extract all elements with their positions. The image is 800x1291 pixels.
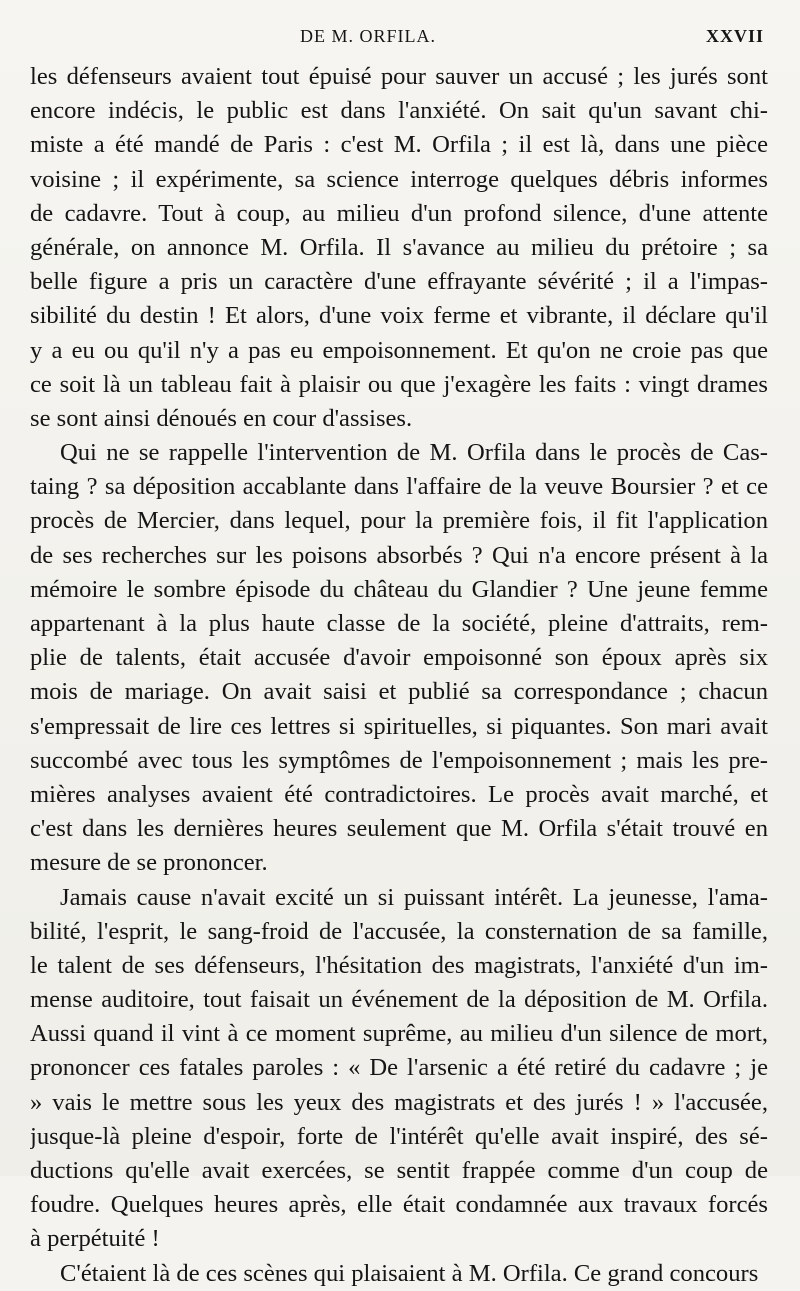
text-line: de ses recherches sur les poisons absorbés ? Qui n'a encore présent à la bbox=[30, 541, 768, 569]
text-line: appartenant à la plus haute classe de la société, pleine d'attraits, rem- bbox=[30, 610, 768, 637]
paragraph bbox=[30, 881, 768, 1257]
text-line: » vais le mettre sous les yeux des magistrats et des jurés ! » l'accusée, bbox=[30, 1088, 768, 1116]
text-line: se sont ainsi dénoués en cour d'assises. bbox=[30, 404, 413, 432]
text-line: prononcer ces fatales paroles : « De l'arsenic a été retiré du cadavre ; je bbox=[30, 1054, 768, 1082]
paragraph bbox=[30, 436, 768, 880]
text-line: mense auditoire, tout faisait un événement de la déposition de M. Orfila. bbox=[30, 986, 768, 1014]
page-number: XXVII bbox=[705, 26, 764, 46]
text-line: mémoire le sombre épisode du château du Glandier ? Une jeune femme bbox=[30, 575, 768, 603]
text-line: taing ? sa déposition accablante dans l'affaire de la veuve Boursier ? et ce bbox=[30, 473, 768, 501]
text-line: de cadavre. Tout à coup, au milieu d'un profond silence, d'une attente bbox=[30, 199, 768, 227]
page-header bbox=[0, 22, 800, 52]
text-line: procès de Mercier, dans lequel, pour la première fois, il fit l'application bbox=[30, 507, 768, 535]
text-line: Aussi quand il vint à ce moment suprême, au milieu d'un silence de mort, bbox=[30, 1020, 768, 1048]
text-line: encore indécis, le public est dans l'anxiété. On sait qu'un savant chi- bbox=[30, 97, 768, 125]
text-line: y a eu ou qu'il n'y a pas eu empoisonnement. Et qu'on ne croie pas que bbox=[30, 336, 768, 364]
text-line: sibilité du destin ! Et alors, d'une voix ferme et vibrante, il déclare qu'il bbox=[30, 302, 768, 330]
text-line: à perpétuité ! bbox=[30, 1225, 160, 1253]
text-line: les défenseurs avaient tout épuisé pour sauver un accusé ; les jurés sont bbox=[30, 63, 768, 90]
body-text bbox=[30, 60, 768, 1291]
paragraph bbox=[30, 60, 768, 436]
text-line: mesure de se prononcer. bbox=[30, 849, 268, 877]
text-line: voisine ; il expérimente, sa science interroge quelques débris informes bbox=[30, 165, 768, 193]
text-line: foudre. Quelques heures après, elle était condamnée aux travaux forcés bbox=[30, 1191, 768, 1219]
text-line: C'étaient là de ces scènes qui plaisaient à M. Orfila. Ce grand concours bbox=[60, 1259, 759, 1287]
text-line: jusque-là pleine d'espoir, forte de l'intérêt qu'elle avait inspiré, des sé- bbox=[30, 1122, 768, 1150]
text-line: bilité, l'esprit, le sang-froid de l'accusée, la consternation de sa famille, bbox=[30, 917, 768, 945]
text-line: plie de talents, était accusée d'avoir empoisonné son époux après six bbox=[30, 644, 768, 672]
running-title: DE M. ORFILA. bbox=[300, 26, 437, 46]
text-line: belle figure a pris un caractère d'une effrayante sévérité ; il a l'impas- bbox=[30, 268, 768, 296]
text-line: ductions qu'elle avait exercées, se sentit frappée comme d'un coup de bbox=[30, 1157, 768, 1184]
text-line: mois de mariage. On avait saisi et publié sa correspondance ; chacun bbox=[30, 678, 768, 706]
text-line: s'empressait de lire ces lettres si spirituelles, si piquantes. Son mari avait bbox=[30, 712, 768, 740]
paragraph bbox=[30, 1257, 768, 1291]
text-line: ce soit là un tableau fait à plaisir ou que j'exagère les faits : vingt drames bbox=[30, 370, 768, 398]
text-line: c'est dans les dernières heures seulement que M. Orfila s'était trouvé en bbox=[30, 815, 768, 843]
text-line: miste a été mandé de Paris : c'est M. Orfila ; il est là, dans une pièce bbox=[30, 131, 768, 159]
text-line: Jamais cause n'avait excité un si puissant intérêt. La jeunesse, l'ama- bbox=[60, 883, 768, 911]
text-line: succombé avec tous les symptômes de l'empoisonnement ; mais les pre- bbox=[30, 746, 768, 774]
text-line: le talent de ses défenseurs, l'hésitation des magistrats, l'anxiété d'un im- bbox=[30, 951, 768, 979]
text-line: Qui ne se rappelle l'intervention de M. Orfila dans le procès de Cas- bbox=[60, 439, 768, 467]
text-line: générale, on annonce M. Orfila. Il s'avance au milieu du prétoire ; sa bbox=[30, 233, 768, 261]
text-line: mières analyses avaient été contradictoires. Le procès avait marché, et bbox=[30, 780, 768, 808]
